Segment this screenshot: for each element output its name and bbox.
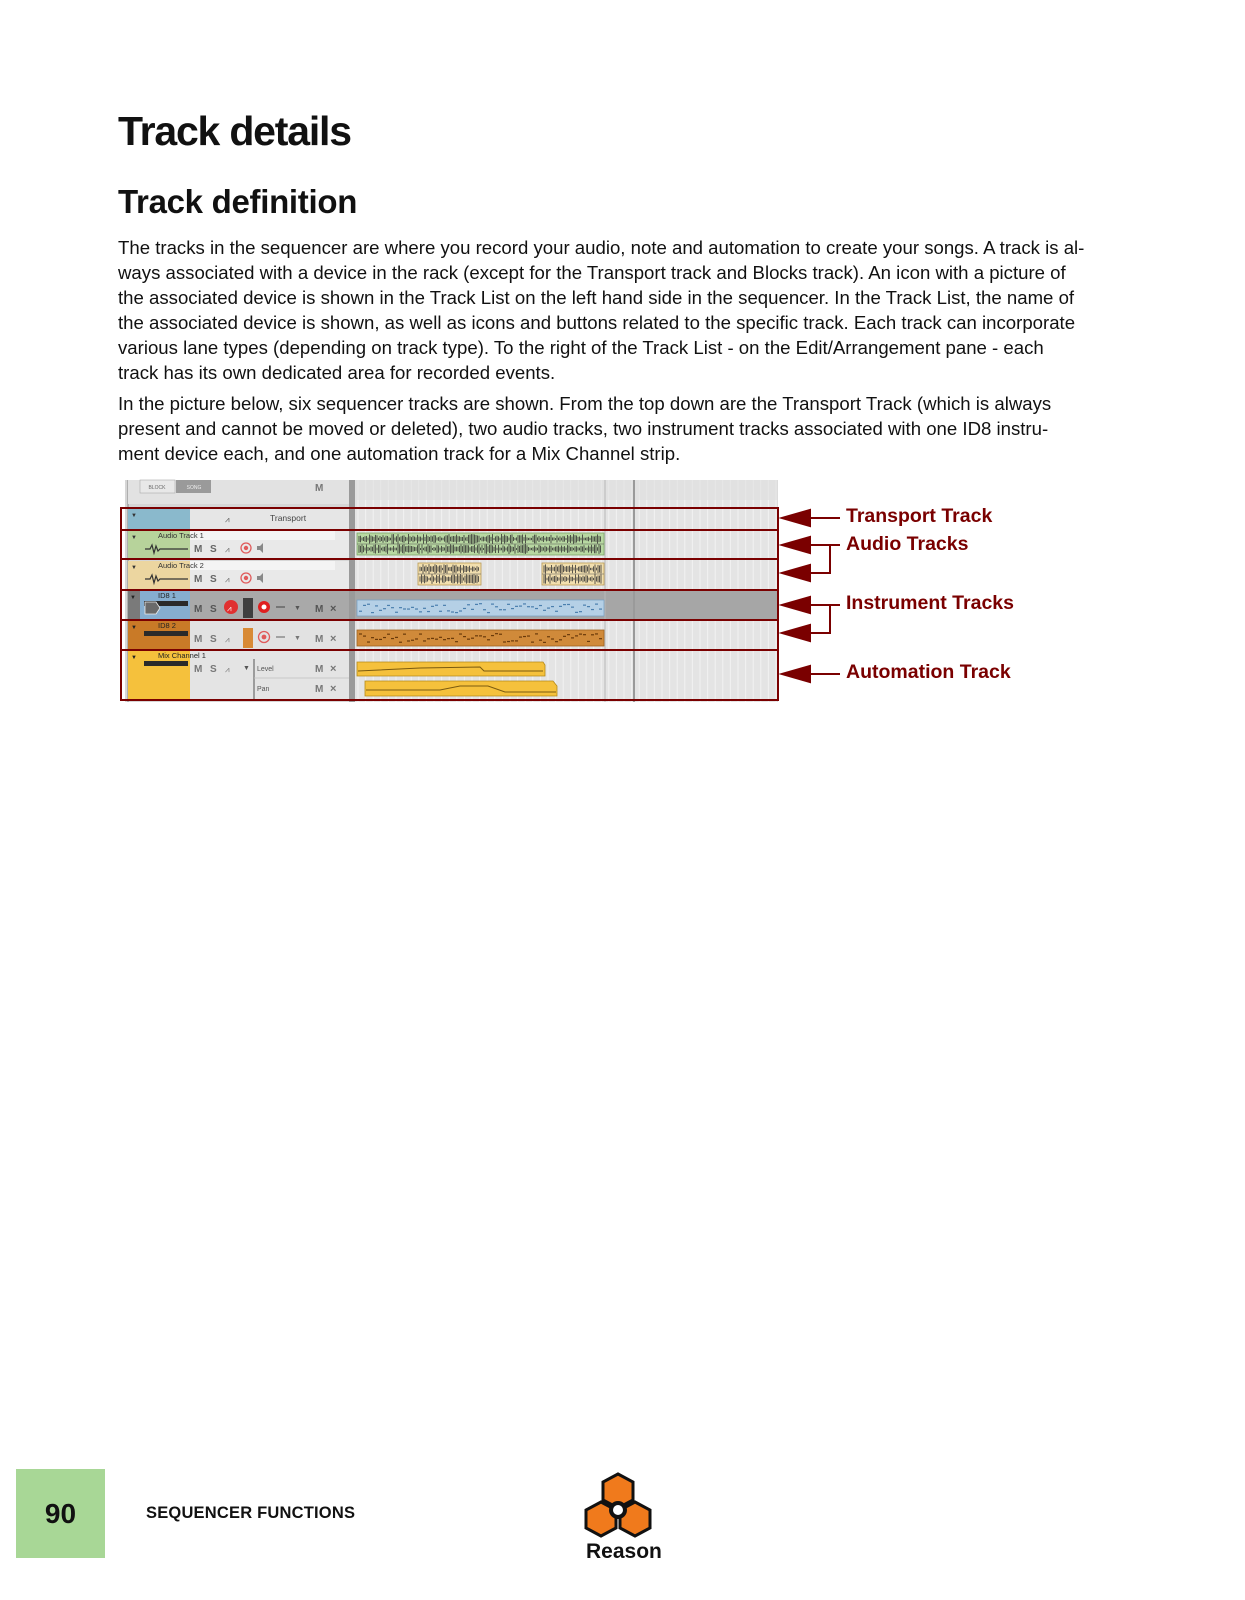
note-event bbox=[403, 634, 406, 635]
note-event bbox=[435, 605, 438, 606]
arrow-icon bbox=[782, 537, 810, 553]
paragraph-line: track has its own dedicated area for recorded events. bbox=[118, 362, 556, 383]
note-event bbox=[495, 606, 498, 607]
note-event bbox=[467, 604, 470, 605]
note-event bbox=[447, 638, 450, 639]
lane-delete-button[interactable]: × bbox=[330, 663, 337, 675]
note-event bbox=[371, 612, 374, 613]
note-event bbox=[419, 633, 422, 634]
note-event bbox=[475, 635, 478, 636]
note-event bbox=[567, 604, 570, 605]
block-mode-label: BLOCK bbox=[148, 485, 166, 491]
note-event bbox=[595, 633, 598, 634]
note-event bbox=[567, 634, 570, 635]
svg-text:⩘: ⩘ bbox=[227, 604, 232, 613]
solo-button[interactable]: S bbox=[210, 544, 217, 555]
note-event bbox=[371, 637, 374, 638]
note-event bbox=[463, 636, 466, 637]
page-number-box bbox=[16, 1469, 105, 1558]
note-event bbox=[383, 608, 386, 609]
note-event bbox=[367, 604, 370, 605]
note-event bbox=[539, 605, 542, 606]
arrow-icon bbox=[782, 597, 810, 613]
mute-button[interactable]: M bbox=[194, 574, 203, 585]
note-event bbox=[387, 634, 390, 635]
lane-label: Level bbox=[257, 666, 274, 673]
note-event bbox=[483, 636, 486, 637]
note-event bbox=[407, 640, 410, 641]
note-event bbox=[503, 641, 506, 642]
lane-delete-button[interactable]: × bbox=[330, 603, 337, 615]
note-event bbox=[423, 640, 426, 641]
note-event bbox=[559, 639, 562, 640]
note-event bbox=[459, 633, 462, 634]
lane-expand-arrow-icon[interactable]: ▼ bbox=[243, 665, 250, 672]
note-event bbox=[375, 639, 378, 640]
paragraph-1 bbox=[118, 235, 1128, 385]
note-event bbox=[527, 606, 530, 607]
device-icon bbox=[144, 661, 188, 666]
note-event bbox=[511, 608, 514, 609]
note-event bbox=[431, 606, 434, 607]
note-event bbox=[415, 638, 418, 639]
note-event bbox=[591, 609, 594, 610]
mute-button[interactable]: M bbox=[194, 634, 203, 645]
note-event bbox=[391, 638, 394, 639]
note-event bbox=[479, 603, 482, 604]
note-event bbox=[467, 639, 470, 640]
note-event bbox=[527, 635, 530, 636]
callout-instrument-tracks: Instrument Tracks bbox=[846, 592, 1014, 614]
automation-icon[interactable]: ⩘ bbox=[225, 575, 230, 584]
note-event bbox=[411, 607, 414, 608]
track-name: Audio Track 1 bbox=[158, 531, 204, 540]
lane-delete-button[interactable]: × bbox=[330, 633, 337, 645]
note-event bbox=[499, 634, 502, 635]
note-event bbox=[439, 611, 442, 612]
note-event bbox=[579, 611, 582, 612]
collapse-arrow-icon[interactable]: ▼ bbox=[131, 625, 137, 631]
note-event bbox=[443, 605, 446, 606]
automation-icon[interactable]: ⩘ bbox=[225, 515, 230, 524]
logo-text: Reason bbox=[586, 1540, 662, 1563]
note-event bbox=[599, 638, 602, 639]
note-event bbox=[571, 607, 574, 608]
paragraph-line: ment device each, and one automation track for a Mix Channel strip. bbox=[118, 443, 681, 464]
lane-delete-button[interactable]: × bbox=[330, 683, 337, 695]
solo-button[interactable]: S bbox=[210, 664, 217, 675]
note-event bbox=[587, 606, 590, 607]
song-mode-label: SONG bbox=[186, 485, 202, 491]
note-event bbox=[511, 640, 514, 641]
arrow-icon bbox=[782, 565, 810, 581]
device-color-strip bbox=[243, 598, 253, 618]
arrow-icon bbox=[782, 510, 810, 526]
arrow-icon bbox=[782, 625, 810, 641]
note-event bbox=[551, 638, 554, 639]
note-event bbox=[423, 608, 426, 609]
note-event bbox=[379, 639, 382, 640]
note-event bbox=[395, 612, 398, 613]
solo-button[interactable]: S bbox=[210, 574, 217, 585]
note-event bbox=[543, 610, 546, 611]
note-event bbox=[503, 609, 506, 610]
collapse-arrow-icon[interactable]: ▼ bbox=[131, 655, 137, 661]
automation-icon[interactable]: ⩘ bbox=[225, 545, 230, 554]
note-event bbox=[387, 605, 390, 606]
note-event bbox=[399, 607, 402, 608]
note-event bbox=[599, 608, 602, 609]
note-event bbox=[571, 637, 574, 638]
lane-menu-arrow-icon[interactable]: ▼ bbox=[294, 605, 301, 612]
lane-mute-button[interactable]: M bbox=[315, 604, 324, 615]
note-event bbox=[523, 636, 526, 637]
note-event bbox=[495, 633, 498, 634]
note-event bbox=[499, 609, 502, 610]
note-event bbox=[471, 609, 474, 610]
note-event bbox=[395, 637, 398, 638]
collapse-arrow-icon[interactable]: ▼ bbox=[130, 595, 136, 601]
note-event bbox=[487, 639, 490, 640]
note-event bbox=[443, 639, 446, 640]
lane-mute-button[interactable]: M bbox=[315, 664, 324, 675]
paragraph-2 bbox=[118, 391, 1128, 466]
note-event bbox=[483, 609, 486, 610]
note-event bbox=[555, 611, 558, 612]
collapse-arrow-icon[interactable]: ▼ bbox=[131, 535, 137, 541]
note-event bbox=[547, 607, 550, 608]
note-event bbox=[515, 640, 518, 641]
note-event bbox=[491, 635, 494, 636]
note-event bbox=[515, 606, 518, 607]
note-event bbox=[519, 636, 522, 637]
note-event bbox=[427, 638, 430, 639]
note-event bbox=[439, 637, 442, 638]
note-event bbox=[587, 641, 590, 642]
note-event bbox=[575, 612, 578, 613]
paragraph-line: various lane types (depending on track type). To the right of the Track List - on the Edit/Arrangement pane - each bbox=[118, 337, 1044, 358]
lane-mute-button[interactable]: M bbox=[315, 684, 324, 695]
note-event bbox=[475, 604, 478, 605]
paragraph-line: present and cannot be moved or deleted), two audio tracks, two instrument tracks associated with one ID8 instru- bbox=[118, 418, 1049, 439]
section-title: Track definition bbox=[118, 183, 358, 220]
note-event bbox=[479, 635, 482, 636]
callout-transport-track: Transport Track bbox=[846, 505, 993, 527]
note-clip[interactable] bbox=[357, 630, 604, 646]
note-clip[interactable] bbox=[357, 600, 604, 616]
collapse-arrow-icon[interactable]: ▼ bbox=[131, 565, 137, 571]
note-event bbox=[419, 611, 422, 612]
solo-button[interactable]: S bbox=[210, 634, 217, 645]
paragraph-line: In the picture below, six sequencer tracks are shown. From the top down are the Transport Track (which is always bbox=[118, 393, 1052, 414]
page-number: 90 bbox=[44, 1498, 77, 1529]
note-event bbox=[575, 635, 578, 636]
collapse-arrow-icon[interactable]: ▼ bbox=[131, 513, 137, 519]
note-event bbox=[363, 635, 366, 636]
note-event bbox=[471, 638, 474, 639]
note-event bbox=[403, 608, 406, 609]
note-event bbox=[427, 611, 430, 612]
note-event bbox=[523, 603, 526, 604]
note-event bbox=[519, 605, 522, 606]
paragraph-line: the associated device is shown in the Track List on the left hand side in the sequencer. In the Track List, the name of bbox=[118, 287, 1075, 308]
note-event bbox=[407, 608, 410, 609]
note-event bbox=[507, 641, 510, 642]
mute-button[interactable]: M bbox=[194, 544, 203, 555]
header-mute-label: M bbox=[315, 483, 324, 494]
paragraph-line: ways associated with a device in the rack (except for the Transport track and Blocks track). An icon with a picture of bbox=[118, 262, 1066, 283]
callout-arrows bbox=[782, 510, 840, 682]
note-event bbox=[583, 605, 586, 606]
transport-track-color bbox=[128, 509, 190, 529]
note-event bbox=[367, 641, 370, 642]
lane-menu-arrow-icon[interactable]: ▼ bbox=[294, 635, 301, 642]
page-title: Track details bbox=[118, 108, 351, 154]
note-event bbox=[359, 633, 362, 634]
note-event bbox=[507, 604, 510, 605]
note-event bbox=[447, 610, 450, 611]
note-event bbox=[455, 612, 458, 613]
note-event bbox=[435, 639, 438, 640]
lane-mute-button[interactable]: M bbox=[315, 634, 324, 645]
note-event bbox=[543, 642, 546, 643]
note-event bbox=[535, 633, 538, 634]
track-name: Mix Channel 1 bbox=[158, 651, 206, 660]
note-event bbox=[555, 641, 558, 642]
note-event bbox=[595, 604, 598, 605]
note-event bbox=[451, 638, 454, 639]
solo-button[interactable]: S bbox=[210, 604, 217, 615]
reason-logo-icon bbox=[583, 1472, 653, 1544]
note-event bbox=[359, 611, 362, 612]
track-name: Audio Track 2 bbox=[158, 561, 204, 570]
section-name: SEQUENCER FUNCTIONS bbox=[146, 1504, 356, 1522]
track-name: Transport bbox=[270, 513, 307, 523]
note-event bbox=[399, 642, 402, 643]
note-event bbox=[463, 608, 466, 609]
mute-button[interactable]: M bbox=[194, 664, 203, 675]
note-event bbox=[563, 636, 566, 637]
automation-icon[interactable]: ⩘ bbox=[225, 665, 230, 674]
track-name: ID8 2 bbox=[158, 621, 176, 630]
automation-clip-pan[interactable] bbox=[365, 681, 557, 696]
automation-clip-level[interactable] bbox=[357, 662, 545, 676]
note-event bbox=[551, 606, 554, 607]
note-event bbox=[535, 608, 538, 609]
callout-audio-tracks: Audio Tracks bbox=[846, 533, 969, 555]
note-event bbox=[539, 640, 542, 641]
mute-button[interactable]: M bbox=[194, 604, 203, 615]
note-event bbox=[455, 641, 458, 642]
note-event bbox=[379, 610, 382, 611]
note-event bbox=[531, 642, 534, 643]
note-event bbox=[563, 604, 566, 605]
arrow-icon bbox=[782, 666, 810, 682]
callout-automation-track: Automation Track bbox=[846, 661, 1011, 683]
paragraph-line: The tracks in the sequencer are where you record your audio, note and automation to create your songs. A track is al- bbox=[118, 237, 1085, 258]
note-event bbox=[547, 636, 550, 637]
note-event bbox=[431, 638, 434, 639]
note-event bbox=[411, 640, 414, 641]
lane-label: Pan bbox=[257, 686, 270, 693]
note-event bbox=[363, 605, 366, 606]
note-event bbox=[459, 610, 462, 611]
note-event bbox=[579, 634, 582, 635]
note-event bbox=[559, 606, 562, 607]
note-event bbox=[375, 605, 378, 606]
note-event bbox=[487, 612, 490, 613]
device-icon bbox=[144, 631, 188, 636]
paragraph-line: the associated device is shown, as well as icons and buttons related to the specific track. Each track can incorporate bbox=[118, 312, 1076, 333]
note-event bbox=[583, 634, 586, 635]
note-event bbox=[491, 604, 494, 605]
automation-icon[interactable]: ⩘ bbox=[225, 635, 230, 644]
note-event bbox=[391, 607, 394, 608]
ruler bbox=[355, 480, 777, 500]
device-color-strip bbox=[243, 628, 253, 648]
note-event bbox=[531, 606, 534, 607]
note-event bbox=[451, 611, 454, 612]
note-event bbox=[591, 634, 594, 635]
note-event bbox=[383, 637, 386, 638]
note-event bbox=[415, 608, 418, 609]
track-name: ID8 1 bbox=[158, 591, 176, 600]
